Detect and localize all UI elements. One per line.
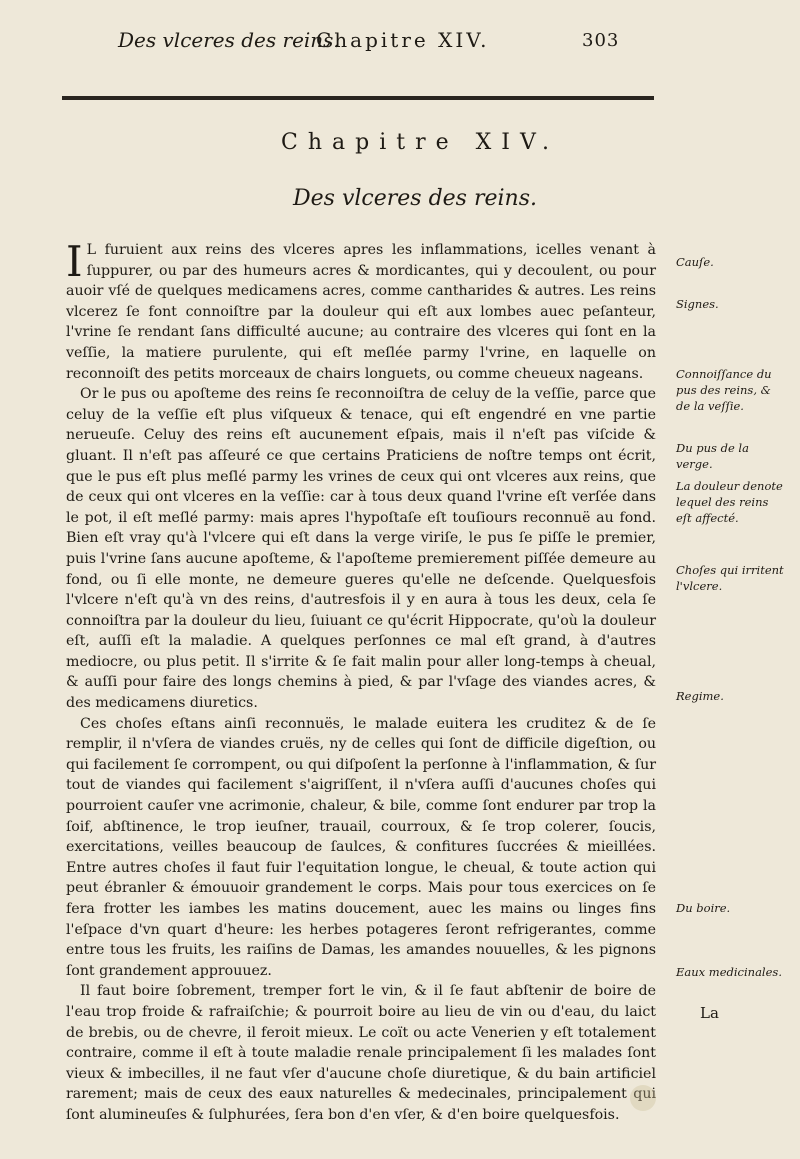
paragraph-text: Il faut boire ſobrement, tremper fort le vin, & il ſe faut abſtenir de boire de l'eau trop froide & rafraiſchie; & pourroit boire au lieu de vin ou d'eau, du laict de brebis, ou de chevre, il feroit mieux. Le coït ou acte Venerien y eſt totalement contraire, comme il eſt à toute maladie renale principalement ſi les malades ſont vieux & imbecilles, il ne faut vſer d'aucune choſe diuretique, & du bain artificiel rarement; mais de ceux des eaux naturelles & medecinales, principalement qui ſont alumineuſes & ſulphurées, ſera bon d'en vſer, & d'en boire quelquesfois. — [66, 983, 656, 1123]
running-head — [0, 28, 800, 58]
chapter-title: Chapitre XIV. — [281, 130, 559, 155]
margin-note: Eaux medicinales. — [676, 965, 782, 979]
drop-cap: I — [66, 237, 83, 286]
header-rule — [62, 96, 654, 100]
paragraph-text: Or le pus ou apoſteme des reins ſe reconnoiſtra de celuy de la veſſie, parce que celuy de la veſſie eſt plus viſqueux & tenace, qui eſt engendré en vne partie nerueuſe. Celuy des reins eſt aucunement eſpais, mais il n'eſt pas viſcide & gluant. Il n'eſt pas aſſeuré ce que certains Praticiens de noſtre temps ont écrit, que le pus eſt plus meſlé parmy les vrines de ceux qui ont vlceres aux reins, que de ceux qui ont vlceres en la veſſie: car à tous deux quand l'vrine eſt verſée dans le pot, il eſt meſlé parmy: mais apres l'hypoſtaſe eſt touſiours reconnuë au fond. Bien eſt vray qu'à l'vlcere qui eſt dans la verge viriſe, le pus ſe piſſe le premier, puis l'vrine ſans aucune apoſteme, & l'apoſteme premierement piſſée demeure au fond, ou ſi elle monte, ne demeure gueres qu'elle ne deſcende. Quelquesfois l'vlcere n'eſt qu'à vn des reins, d'autresfois il y en aura à tous les deux, cela ſe connoiſtra par la douleur du lieu, ſuiuant ce qu'écrit Hippocrate, qu'où la douleur eſt, auſſi eſt la maladie. A quelques perſonnes ce mal eſt grand, à d'autres mediocre, ou plus petit. Il s'irrite & ſe fait malin pour aller long-temps à cheual, & auſſi pour faire des longs chemins à pied, & par l'vſage des viandes acres, & des medicamens diuretics. — [66, 386, 656, 712]
margin-note: La douleur denote lequel des reins eſt affecté. — [676, 479, 783, 525]
page-number: 303 — [582, 30, 620, 51]
paper-stain — [630, 1085, 656, 1111]
paragraph-text: Ces choſes eſtans ainſi reconnuës, le malade euitera les cruditez & de ſe remplir, il n'vſera de viandes cruës, ny de celles qui ſont de difficile digeſtion, ou qui facilement ſe corrompent, ou qui diſpoſent la perſonne à l'inflammation, & ſur tout de viandes qui facilement s'aigriſſent, il n'vſera auſſi d'aucunes choſes qui pourroient cauſer vne acrimonie, chaleur, & bile, comme ſont endurer par trop la ſoif, abſtinence, le trop ieuſner, trauail, courroux, & ſe trop colerer, ſoucis, exercitations, veilles beaucoup de ſaulces, & confitures ſuccrées & mieillées. Entre autres choſes il faut fuir l'equitation longue, le cheual, & toute action qui peut ébranler & émouuoir grandement le corps. Mais pour tous exercices on ſe fera frotter les iambes les matins doucement, auec les mains ou linges fins l'eſpace d'vn quart d'heure: les herbes potageres ſeront refrigerantes, comme entre tous les fruits, les raiſins de Damas, les amandes nouuelles, & les pignons ſont grandement approuuez. — [66, 715, 656, 979]
paragraph-text: L furuient aux reins des vlceres apres les inflammations, icelles venant à ſuppurer, ou par des humeurs acres & mordicantes, qui y decoulent, ou pour auoir vſé de quelques medicamens acres, comme cantharides & autres. Les reins vlcerez ſe font connoiſtre par la douleur qui eſt aux lombes auec peſanteur, l'vrine ſe rendant ſans difficulté aucune; au contraire des vlceres qui ſont en la veſſie, la matiere purulente, qui eſt meſlée parmy l'vrine, en laquelle on reconnoiſt des petits morceaux de chairs longuets, ou comme cheueux nageans. — [66, 242, 656, 382]
margin-note: Choſes qui irritent l'vlcere. — [676, 563, 784, 593]
margin-note: Du pus de la verge. — [676, 441, 749, 471]
margin-note: Connoiſſance du pus des reins, & de la veſſie. — [676, 367, 772, 413]
margin-note: Signes. — [676, 297, 719, 311]
running-head-title: Des vlceres des reins. — [118, 28, 340, 52]
body-text — [66, 237, 656, 1126]
margin-note: Cauſe. — [676, 255, 714, 269]
margin-note: Du boire. — [676, 901, 731, 915]
catchword: La — [700, 1004, 719, 1022]
paragraph — [66, 384, 656, 714]
running-head-chapter: Chapitre XIV. — [316, 28, 490, 52]
paragraph — [66, 714, 656, 982]
paragraph — [66, 237, 656, 384]
chapter-subtitle: Des vlceres des reins. — [293, 186, 537, 211]
paragraph — [66, 981, 656, 1125]
margin-note: Regime. — [676, 689, 724, 703]
